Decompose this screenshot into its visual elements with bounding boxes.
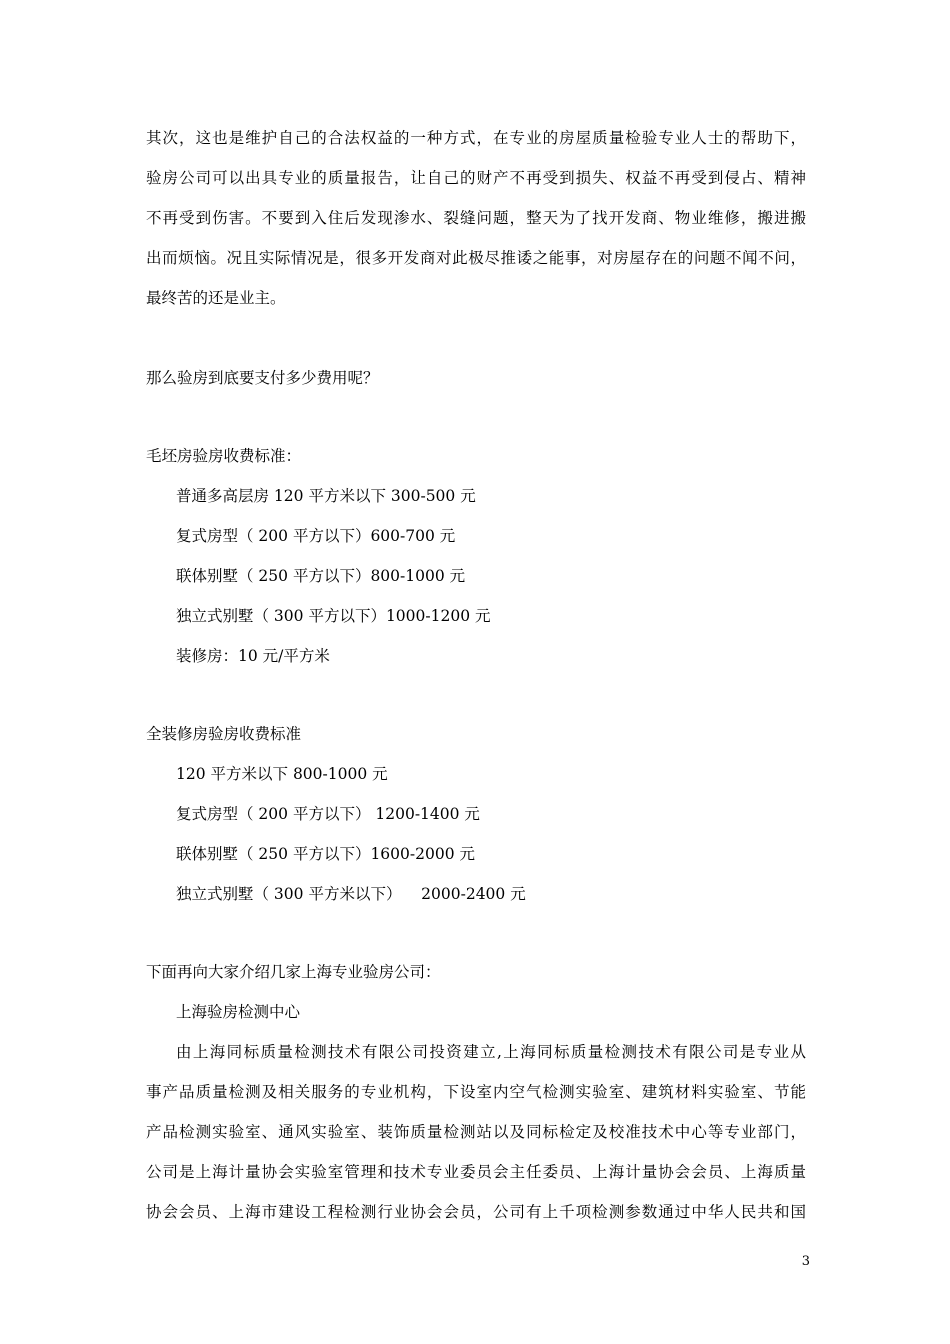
rough-house-item-3: 联体别墅（ 250 平方以下）800-1000 元 <box>176 567 466 585</box>
rough-house-item-4: 独立式别墅（ 300 平方以下）1000-1200 元 <box>176 607 491 625</box>
company-description-line-4: 公司是上海计量协会实验室管理和技术专业委员会主任委员、上海计量协会会员、上海质量 <box>146 1163 806 1181</box>
company-description-line-1: 由上海同标质量检测技术有限公司投资建立,上海同标质量检测技术有限公司是专业从 <box>176 1043 806 1061</box>
company-description-line-3: 产品检测实验室、通风实验室、装饰质量检测站以及同标检定及校准技术中心等专业部门， <box>146 1123 806 1141</box>
paragraph-1-line-3: 不再受到伤害。不要到入住后发现渗水、裂缝问题，整天为了找开发商、物业维修，搬进搬 <box>146 209 806 227</box>
rough-house-item-5: 装修房：10 元/平方米 <box>176 647 330 665</box>
company-description-line-2: 事产品质量检测及相关服务的专业机构，下设室内空气检测实验室、建筑材料实验室、节能 <box>146 1083 806 1101</box>
decorated-house-item-2: 复式房型（ 200 平方以下） 1200-1400 元 <box>176 805 480 823</box>
decorated-house-heading: 全装修房验房收费标准 <box>146 725 302 743</box>
decorated-house-item-3: 联体别墅（ 250 平方以下）1600-2000 元 <box>176 845 475 863</box>
decorated-house-item-4: 独立式别墅（ 300 平方米以下） 2000-2400 元 <box>176 885 526 903</box>
paragraph-1-line-4: 出而烦恼。况且实际情况是，很多开发商对此极尽推诿之能事，对房屋存在的问题不闻不问， <box>146 249 806 267</box>
rough-house-item-2: 复式房型（ 200 平方以下）600-700 元 <box>176 527 456 545</box>
cost-question: 那么验房到底要支付多少费用呢？ <box>146 369 379 387</box>
paragraph-1-line-1: 其次，这也是维护自己的合法权益的一种方式，在专业的房屋质量检验专业人士的帮助下， <box>146 129 806 147</box>
paragraph-1-line-5: 最终苦的还是业主。 <box>146 289 286 307</box>
rough-house-item-1: 普通多高层房 120 平方米以下 300-500 元 <box>176 487 476 505</box>
company-description-line-5: 协会会员、上海市建设工程检测行业协会会员，公司有上千项检测参数通过中华人民共和国 <box>146 1203 806 1221</box>
paragraph-1-line-2: 验房公司可以出具专业的质量报告，让自己的财产不再受到损失、权益不再受到侵占、精神 <box>146 169 806 187</box>
page-number: 3 <box>801 1254 810 1269</box>
company-name: 上海验房检测中心 <box>176 1003 301 1021</box>
companies-intro: 下面再向大家介绍几家上海专业验房公司： <box>146 963 441 981</box>
decorated-house-item-1: 120 平方米以下 800-1000 元 <box>176 765 388 783</box>
rough-house-heading: 毛坯房验房收费标准： <box>146 447 302 465</box>
